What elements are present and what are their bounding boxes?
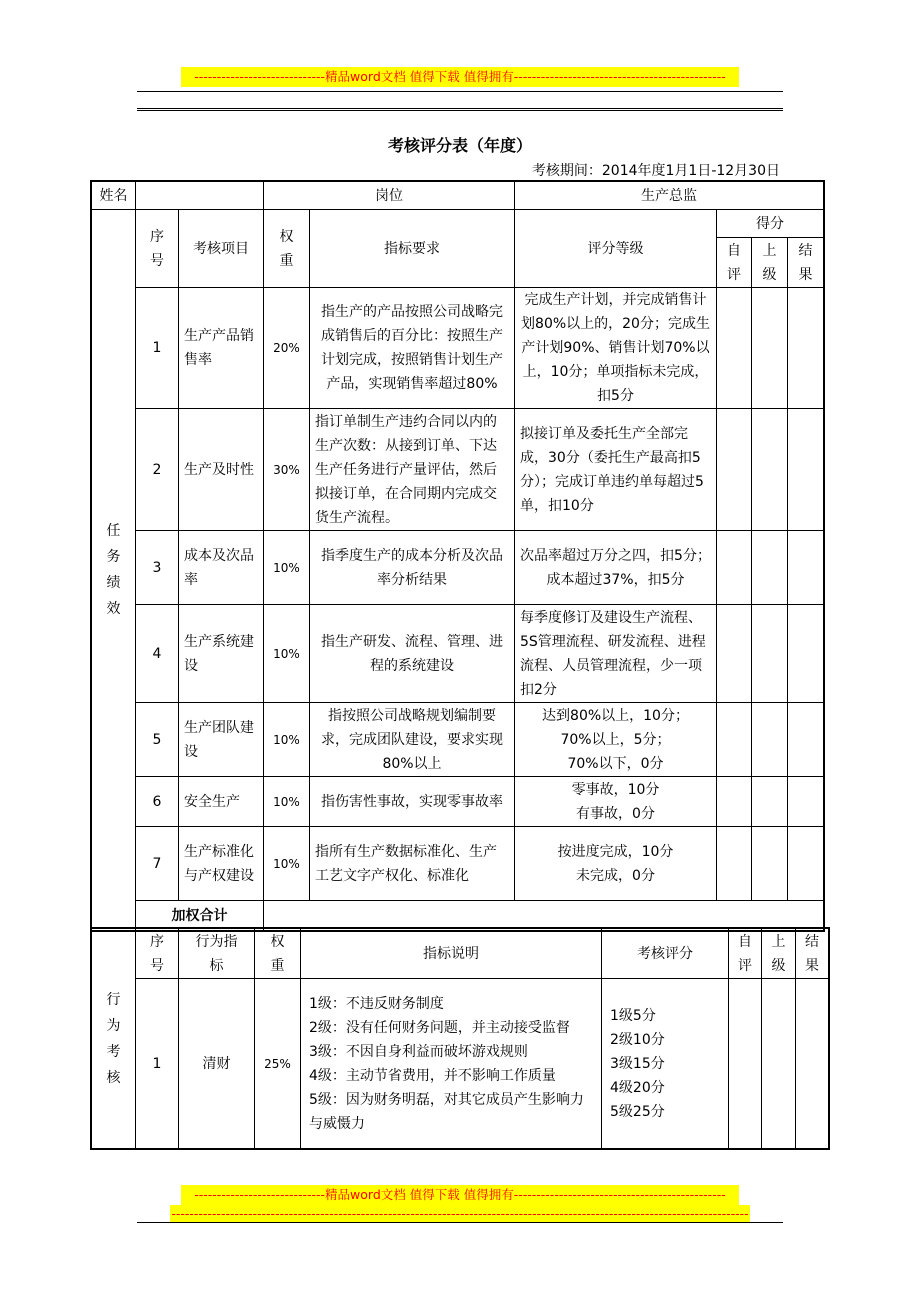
task-table: [91, 181, 824, 931]
header-rule-top: [137, 91, 783, 92]
grading-header: 评分等级: [515, 210, 717, 288]
result-cell[interactable]: [788, 703, 824, 777]
result-cell[interactable]: [788, 777, 824, 827]
task-row: [92, 531, 824, 605]
task-section-label: 任 务 绩 效: [92, 210, 136, 931]
task-grading: 达到80%以上，10分； 70%以上，5分； 70%以下，0分: [515, 703, 717, 777]
superior-eval-cell[interactable]: [762, 979, 796, 1149]
task-grading: 按进度完成，10分 未完成，0分: [515, 827, 717, 901]
result-header: 结 果: [788, 238, 824, 288]
weight-header: 权 重: [264, 210, 310, 288]
self-eval-cell[interactable]: [717, 605, 752, 703]
task-weight: 10%: [264, 777, 310, 827]
footer-dash-line: --------------------------------------------------------------------------------------------------------------------------------: [171, 1206, 749, 1221]
task-weight: 10%: [264, 827, 310, 901]
task-weight: 10%: [264, 605, 310, 703]
task-row: [92, 288, 824, 409]
description-header: 指标说明: [301, 929, 602, 979]
behavior-seq: 1: [136, 979, 179, 1149]
task-seq: 4: [136, 605, 179, 703]
task-grading: 完成生产计划，并完成销售计划80%以上的，20分；完成生产计划90%、销售计划70%以上，10分；单项指标未完成，扣5分: [515, 288, 717, 409]
name-field: [136, 182, 264, 210]
bonus-label: 加权合计: [136, 901, 264, 931]
seq-header: 序 号: [136, 929, 179, 979]
task-requirement: 指所有生产数据标准化、生产工艺文字产权化、标准化: [310, 827, 515, 901]
behavior-assessment: 1级5分 2级10分 3级15分 4级20分 5级25分: [602, 979, 729, 1149]
footer-rule: [137, 1222, 783, 1223]
weight-header: 权 重: [255, 929, 301, 979]
behavior-description: 1级：不违反财务制度 2级：没有任何财务问题，并主动接受监督 3级：不因自身利益而破坏游戏规则 4级：主动节省费用，并不影响工作质量 5级：因为财务明磊，对其它成员产生影响力与威慑力: [301, 979, 602, 1149]
task-seq: 6: [136, 777, 179, 827]
superior-eval-cell[interactable]: [752, 827, 788, 901]
superior-eval-cell[interactable]: [752, 531, 788, 605]
task-row: [92, 605, 824, 703]
footer-banner: -----------------------------精品word文档 值得下载 值得拥有-----------------------------------------------: [181, 1185, 739, 1205]
task-row: [92, 777, 824, 827]
task-grading: 次品率超过万分之四，扣5分；成本超过37%，扣5分: [515, 531, 717, 605]
behavior-row: [92, 979, 829, 1149]
task-item: 生产及时性: [179, 409, 264, 531]
assessment-header: 考核评分: [602, 929, 729, 979]
self-eval-cell[interactable]: [717, 531, 752, 605]
self-eval-cell[interactable]: [729, 979, 762, 1149]
info-row: [92, 182, 824, 210]
task-requirement: 指季度生产的成本分析及次品率分析结果: [310, 531, 515, 605]
result-cell[interactable]: [788, 409, 824, 531]
item-header: 考核项目: [179, 210, 264, 288]
task-weight: 10%: [264, 703, 310, 777]
task-item: 生产团队建设: [179, 703, 264, 777]
superior-eval-header: 上 级: [762, 929, 796, 979]
result-cell[interactable]: [788, 531, 824, 605]
superior-eval-cell[interactable]: [752, 777, 788, 827]
behavior-table: [91, 928, 829, 1149]
self-eval-header: 自 评: [729, 929, 762, 979]
task-grading: 每季度修订及建设生产流程、5S管理流程、研发流程、进程流程、人员管理流程，少一项扣2分: [515, 605, 717, 703]
bonus-row: [92, 901, 824, 931]
self-eval-cell[interactable]: [717, 288, 752, 409]
position-label: 岗位: [264, 182, 515, 210]
score-header: 得分: [717, 210, 824, 238]
task-requirement: 指生产的产品按照公司战略完成销售后的百分比：按照生产计划完成，按照销售计划生产产品，实现销售率超过80%: [310, 288, 515, 409]
self-eval-cell[interactable]: [717, 409, 752, 531]
task-header-row-1: [92, 210, 824, 238]
task-item: 生产标准化与产权建设: [179, 827, 264, 901]
self-eval-cell[interactable]: [717, 827, 752, 901]
result-header: 结 果: [796, 929, 829, 979]
task-seq: 5: [136, 703, 179, 777]
task-requirement: 指生产研发、流程、管理、进程的系统建设: [310, 605, 515, 703]
task-requirement: 指伤害性事故，实现零事故率: [310, 777, 515, 827]
seq-header: 序 号: [136, 210, 179, 288]
task-row: [92, 703, 824, 777]
position-value: 生产总监: [515, 182, 824, 210]
superior-eval-header: 上 级: [752, 238, 788, 288]
task-item: 安全生产: [179, 777, 264, 827]
task-seq: 1: [136, 288, 179, 409]
task-grading: 拟接订单及委托生产全部完成，30分（委托生产最高扣5分）；完成订单违约单每超过5单，扣10分: [515, 409, 717, 531]
behavior-indicator: 清财: [179, 979, 255, 1149]
page-title: 考核评分表（年度）: [387, 136, 532, 155]
result-cell[interactable]: [788, 605, 824, 703]
behavior-section-label: 行 为 考 核: [92, 929, 136, 1149]
self-eval-header: 自 评: [717, 238, 752, 288]
bonus-value-cell[interactable]: [264, 901, 824, 931]
self-eval-cell[interactable]: [717, 777, 752, 827]
superior-eval-cell[interactable]: [752, 703, 788, 777]
task-item: 生产系统建设: [179, 605, 264, 703]
assessment-period: 考核期间：2014年度1月1日-12月30日: [531, 163, 780, 179]
result-cell[interactable]: [788, 288, 824, 409]
task-grading: 零事故，10分 有事故，0分: [515, 777, 717, 827]
indicator-header: 行为指 标: [179, 929, 255, 979]
result-cell[interactable]: [796, 979, 829, 1149]
task-weight: 30%: [264, 409, 310, 531]
task-requirement: 指按照公司战略规划编制要求，完成团队建设，要求实现80%以上: [310, 703, 515, 777]
task-item: 生产产品销售率: [179, 288, 264, 409]
task-weight: 10%: [264, 531, 310, 605]
self-eval-cell[interactable]: [717, 703, 752, 777]
requirement-header: 指标要求: [310, 210, 515, 288]
task-seq: 2: [136, 409, 179, 531]
header-banner: -----------------------------精品word文档 值得下载 值得拥有-----------------------------------------------: [181, 67, 739, 87]
superior-eval-cell[interactable]: [752, 409, 788, 531]
behavior-weight: 25%: [255, 979, 301, 1149]
behavior-header-row: [92, 929, 829, 979]
superior-eval-cell[interactable]: [752, 288, 788, 409]
header-rule-double: [137, 108, 783, 111]
superior-eval-cell[interactable]: [752, 605, 788, 703]
task-requirement: 指订单制生产违约合同以内的生产次数：从接到订单、下达生产任务进行产量评估，然后拟接订单，在合同期内完成交货生产流程。: [310, 409, 515, 531]
task-item: 成本及次品率: [179, 531, 264, 605]
task-row: [92, 827, 824, 901]
task-seq: 3: [136, 531, 179, 605]
task-weight: 20%: [264, 288, 310, 409]
result-cell[interactable]: [788, 827, 824, 901]
task-row: [92, 409, 824, 531]
task-seq: 7: [136, 827, 179, 901]
name-label: 姓名: [92, 182, 136, 210]
